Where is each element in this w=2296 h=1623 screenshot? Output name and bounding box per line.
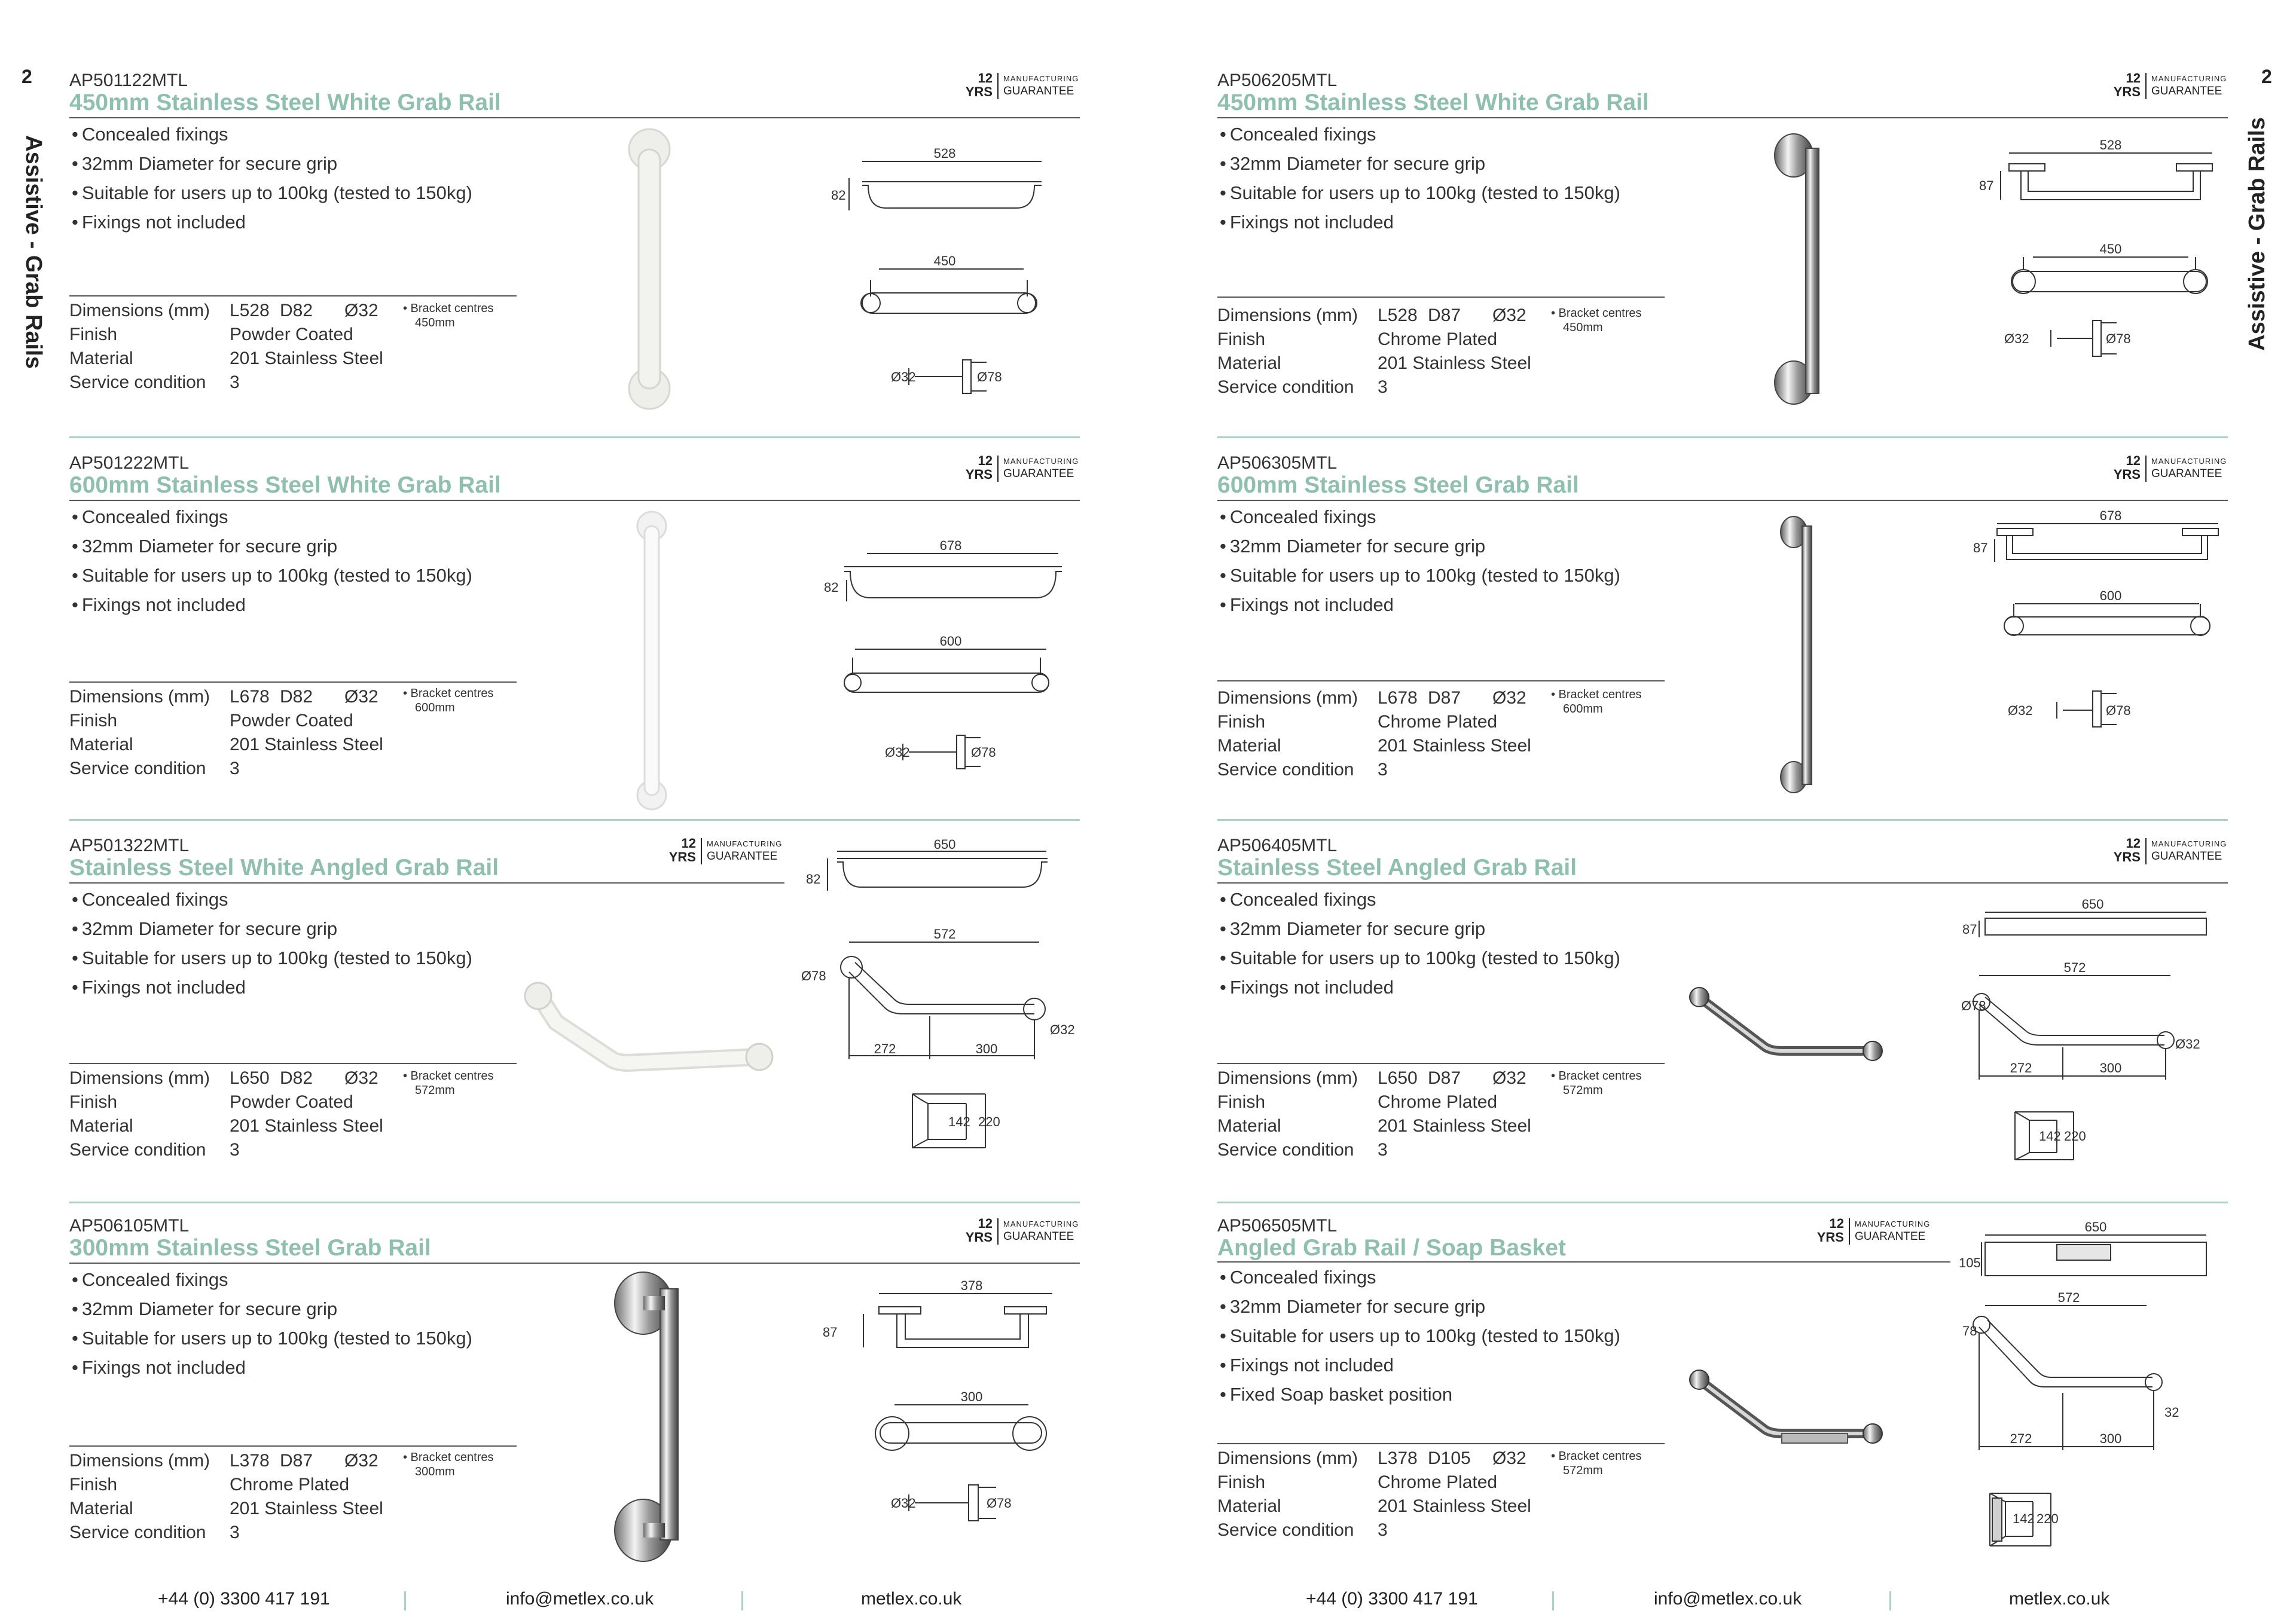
spec-table: Dimensions (mm) L678 D87 Ø32 Finish Chrome Plated Material 201 Stainless Steel Service condition 3 xyxy=(1217,688,1531,780)
bracket-note: • Bracket centres 600mm xyxy=(1551,688,1642,716)
svg-text:220: 220 xyxy=(2037,1511,2059,1526)
guarantee-badge: 12 YRS MANUFACTURING GUARANTEE xyxy=(2113,71,2227,99)
bracket-note: • Bracket centres 450mm xyxy=(1551,307,1642,334)
spec-rule xyxy=(69,295,517,297)
svg-text:Ø78: Ø78 xyxy=(987,1496,1012,1511)
bracket-note: • Bracket centres 450mm xyxy=(403,302,494,329)
footer-divider xyxy=(404,1591,406,1610)
chrome-grab-rail-photo xyxy=(610,1267,694,1566)
footer-email[interactable]: info@metlex.co.uk xyxy=(506,1589,654,1609)
svg-text:378: 378 xyxy=(960,1278,983,1293)
bracket-note: • Bracket centres 572mm xyxy=(1551,1069,1642,1097)
spec-rule xyxy=(69,1063,517,1064)
product-code: AP506205MTL xyxy=(1217,71,1338,90)
svg-text:Ø32: Ø32 xyxy=(2004,331,2029,346)
guarantee-badge: 12 YRS MANUFACTURING GUARANTEE xyxy=(668,836,783,864)
spec-rule xyxy=(69,681,517,683)
spec-table: Dimensions (mm) L378 D87 Ø32 Finish Chrome Plated Material 201 Stainless Steel Service condition 3 xyxy=(69,1451,383,1542)
svg-text:220: 220 xyxy=(978,1114,1000,1129)
svg-text:572: 572 xyxy=(2057,1290,2080,1305)
svg-text:Ø78: Ø78 xyxy=(1961,998,1986,1013)
svg-text:572: 572 xyxy=(2063,960,2086,975)
footer-divider xyxy=(1889,1591,1891,1610)
bracket-note: • Bracket centres 600mm xyxy=(403,687,494,714)
svg-text:272: 272 xyxy=(2010,1431,2032,1446)
svg-text:82: 82 xyxy=(824,580,839,595)
svg-text:87: 87 xyxy=(823,1325,838,1340)
footer-divider xyxy=(1552,1591,1554,1610)
svg-text:32: 32 xyxy=(2164,1405,2179,1420)
section-title: Assistive - Grab Rails xyxy=(2244,117,2270,351)
section-divider xyxy=(69,1202,1080,1203)
technical-drawing xyxy=(813,1273,1064,1536)
svg-text:528: 528 xyxy=(933,146,956,161)
feature-list: • Concealed fixings • 32mm Diameter for secure grip • Suitable for users up to 100kg (tested to 150kg) • Fixings not included xyxy=(1220,885,1620,1002)
footer-website[interactable]: metlex.co.uk xyxy=(2009,1589,2110,1609)
spec-table: Dimensions (mm) L678 D82 Ø32 Finish Powder Coated Material 201 Stainless Steel Service condition 3 xyxy=(69,687,383,778)
svg-text:87: 87 xyxy=(1973,540,1988,555)
footer-website[interactable]: metlex.co.uk xyxy=(861,1589,962,1609)
guarantee-badge: 12 YRS MANUFACTURING GUARANTEE xyxy=(2113,836,2227,864)
product-title: Stainless Steel Angled Grab Rail xyxy=(1217,855,1577,881)
footer-phone[interactable]: +44 (0) 3300 417 191 xyxy=(1306,1589,1478,1609)
product-code: AP501122MTL xyxy=(69,71,188,90)
spec-rule xyxy=(1217,297,1665,298)
guarantee-badge: 12 YRS MANUFACTURING GUARANTEE xyxy=(965,453,1079,482)
svg-text:Ø32: Ø32 xyxy=(2175,1037,2200,1052)
spec-table: Dimensions (mm) L378 D105 Ø32 Finish Chrome Plated Material 201 Stainless Steel Service condition 3 xyxy=(1217,1448,1531,1540)
svg-text:142: 142 xyxy=(948,1114,970,1129)
feature-list: • Concealed fixings • 32mm Diameter for secure grip • Suitable for users up to 100kg (tested to 150kg) • Fixings not included • Fixed Soap basket position xyxy=(1220,1263,1620,1409)
svg-text:Ø78: Ø78 xyxy=(977,369,1002,384)
feature-list: • Concealed fixings • 32mm Diameter for secure grip • Suitable for users up to 100kg (tested to 150kg) • Fixings not included xyxy=(72,120,472,237)
chrome-grab-rail-photo xyxy=(1770,132,1836,412)
footer-phone[interactable]: +44 (0) 3300 417 191 xyxy=(158,1589,330,1609)
spec-rule xyxy=(1217,680,1665,681)
guarantee-badge: 12 YRS MANUFACTURING GUARANTEE xyxy=(1816,1216,1931,1245)
product-code: AP506505MTL xyxy=(1217,1216,1338,1236)
product-code: AP501222MTL xyxy=(69,453,190,473)
chrome-grab-rail-photo xyxy=(1776,514,1824,795)
section-divider xyxy=(1217,819,2228,821)
bracket-note: • Bracket centres 572mm xyxy=(1551,1450,1642,1477)
title-rule xyxy=(69,117,1080,118)
svg-text:678: 678 xyxy=(2099,508,2122,523)
technical-drawing xyxy=(1973,508,2224,735)
section-divider xyxy=(1217,436,2228,438)
svg-text:Ø32: Ø32 xyxy=(891,1496,916,1511)
section-divider xyxy=(1217,1202,2228,1203)
svg-text:Ø32: Ø32 xyxy=(2008,703,2033,718)
svg-text:220: 220 xyxy=(2064,1129,2086,1144)
svg-text:87: 87 xyxy=(1962,922,1977,937)
technical-drawing xyxy=(1961,1214,2224,1572)
angled-rail-soap-basket-photo xyxy=(1686,1363,1883,1453)
svg-text:450: 450 xyxy=(2099,242,2122,256)
title-rule xyxy=(69,1263,1080,1264)
product-title: Angled Grab Rail / Soap Basket xyxy=(1217,1235,1566,1261)
product-title: 600mm Stainless Steel White Grab Rail xyxy=(69,472,501,498)
grab-rail-photo xyxy=(628,508,676,813)
svg-text:105: 105 xyxy=(1959,1255,1981,1270)
svg-text:600: 600 xyxy=(2099,588,2122,603)
angled-grab-rail-photo xyxy=(520,980,777,1082)
title-rule xyxy=(69,500,1080,501)
svg-text:142: 142 xyxy=(2013,1511,2035,1526)
technical-drawing xyxy=(1973,137,2224,365)
feature-list: • Concealed fixings • 32mm Diameter for secure grip • Suitable for users up to 100kg (tested to 150kg) • Fixings not included xyxy=(1220,502,1620,619)
feature-list: • Concealed fixings • 32mm Diameter for secure grip • Suitable for users up to 100kg (tested to 150kg) • Fixings not included xyxy=(72,885,472,1002)
feature-list: • Concealed fixings • 32mm Diameter for secure grip • Suitable for users up to 100kg (tested to 150kg) • Fixings not included xyxy=(72,1265,472,1382)
product-title: 300mm Stainless Steel Grab Rail xyxy=(69,1235,431,1261)
svg-text:Ø32: Ø32 xyxy=(885,745,910,760)
technical-drawing xyxy=(813,143,1064,395)
svg-text:Ø32: Ø32 xyxy=(891,369,916,384)
title-rule xyxy=(1217,500,2228,501)
svg-text:572: 572 xyxy=(933,927,956,942)
product-code: AP506105MTL xyxy=(69,1216,190,1236)
title-rule xyxy=(1217,117,2228,118)
svg-text:Ø78: Ø78 xyxy=(2106,703,2131,718)
svg-text:650: 650 xyxy=(2084,1219,2107,1234)
footer-divider xyxy=(741,1591,743,1610)
page-number: 2 xyxy=(2261,66,2272,87)
svg-text:82: 82 xyxy=(806,872,821,887)
section-title: Assistive - Grab Rails xyxy=(20,135,46,369)
svg-text:82: 82 xyxy=(831,188,846,203)
spec-rule xyxy=(69,1445,517,1447)
product-title: 450mm Stainless Steel White Grab Rail xyxy=(69,90,501,115)
guarantee-badge: 12 YRS MANUFACTURING GUARANTEE xyxy=(965,71,1079,99)
angled-chrome-rail-photo xyxy=(1686,980,1883,1070)
spec-table: Dimensions (mm) L650 D82 Ø32 Finish Powder Coated Material 201 Stainless Steel Service condition 3 xyxy=(69,1068,383,1160)
section-divider xyxy=(69,436,1080,438)
spec-table: Dimensions (mm) L650 D87 Ø32 Finish Chrome Plated Material 201 Stainless Steel Service condition 3 xyxy=(1217,1068,1531,1160)
guarantee-badge: 12 YRS MANUFACTURING GUARANTEE xyxy=(965,1216,1079,1245)
grab-rail-photo xyxy=(616,126,688,412)
spec-rule xyxy=(1217,1443,1665,1444)
svg-text:300: 300 xyxy=(960,1389,983,1404)
svg-text:600: 600 xyxy=(939,634,962,649)
product-title: Stainless Steel White Angled Grab Rail xyxy=(69,855,499,881)
svg-text:Ø32: Ø32 xyxy=(1050,1022,1075,1037)
svg-text:Ø78: Ø78 xyxy=(2106,331,2131,346)
svg-text:87: 87 xyxy=(1979,178,1994,193)
product-title: 600mm Stainless Steel Grab Rail xyxy=(1217,472,1579,498)
svg-text:78: 78 xyxy=(1962,1324,1977,1338)
technical-drawing xyxy=(813,532,1064,771)
guarantee-badge: 12 YRS MANUFACTURING GUARANTEE xyxy=(2113,453,2227,482)
svg-text:528: 528 xyxy=(2099,137,2122,152)
product-code: AP506305MTL xyxy=(1217,453,1338,473)
spec-table: Dimensions (mm) L528 D82 Ø32 Finish Powder Coated Material 201 Stainless Steel Service condition 3 xyxy=(69,301,383,392)
product-title: 450mm Stainless Steel White Grab Rail xyxy=(1217,90,1649,115)
feature-list: • Concealed fixings • 32mm Diameter for secure grip • Suitable for users up to 100kg (tested to 150kg) • Fixings not included xyxy=(72,502,472,619)
bracket-note: • Bracket centres 300mm xyxy=(403,1451,494,1478)
technical-drawing xyxy=(795,837,1076,1178)
product-code: AP506405MTL xyxy=(1217,836,1338,855)
svg-text:272: 272 xyxy=(874,1041,896,1056)
svg-text:450: 450 xyxy=(933,253,956,268)
svg-text:142: 142 xyxy=(2039,1129,2061,1144)
svg-text:300: 300 xyxy=(2099,1060,2122,1075)
product-code: AP501322MTL xyxy=(69,836,190,855)
spec-rule xyxy=(1217,1063,1665,1064)
page-number: 2 xyxy=(22,66,32,87)
page-right xyxy=(1148,0,2296,1623)
svg-text:Ø78: Ø78 xyxy=(801,968,826,983)
section-divider xyxy=(69,819,1080,821)
footer-email[interactable]: info@metlex.co.uk xyxy=(1654,1589,1802,1609)
feature-list: • Concealed fixings • 32mm Diameter for secure grip • Suitable for users up to 100kg (tested to 150kg) • Fixings not included xyxy=(1220,120,1620,237)
bracket-note: • Bracket centres 572mm xyxy=(403,1069,494,1097)
svg-text:650: 650 xyxy=(2081,897,2104,912)
title-rule xyxy=(69,882,784,884)
svg-text:678: 678 xyxy=(939,538,962,553)
spec-table: Dimensions (mm) L528 D87 Ø32 Finish Chrome Plated Material 201 Stainless Steel Service condition 3 xyxy=(1217,305,1531,397)
technical-drawing xyxy=(1961,891,2224,1178)
svg-text:272: 272 xyxy=(2010,1060,2032,1075)
title-rule xyxy=(1217,882,2228,884)
svg-text:Ø78: Ø78 xyxy=(971,745,996,760)
svg-text:300: 300 xyxy=(975,1041,998,1056)
svg-text:650: 650 xyxy=(933,837,956,852)
svg-text:300: 300 xyxy=(2099,1431,2122,1446)
